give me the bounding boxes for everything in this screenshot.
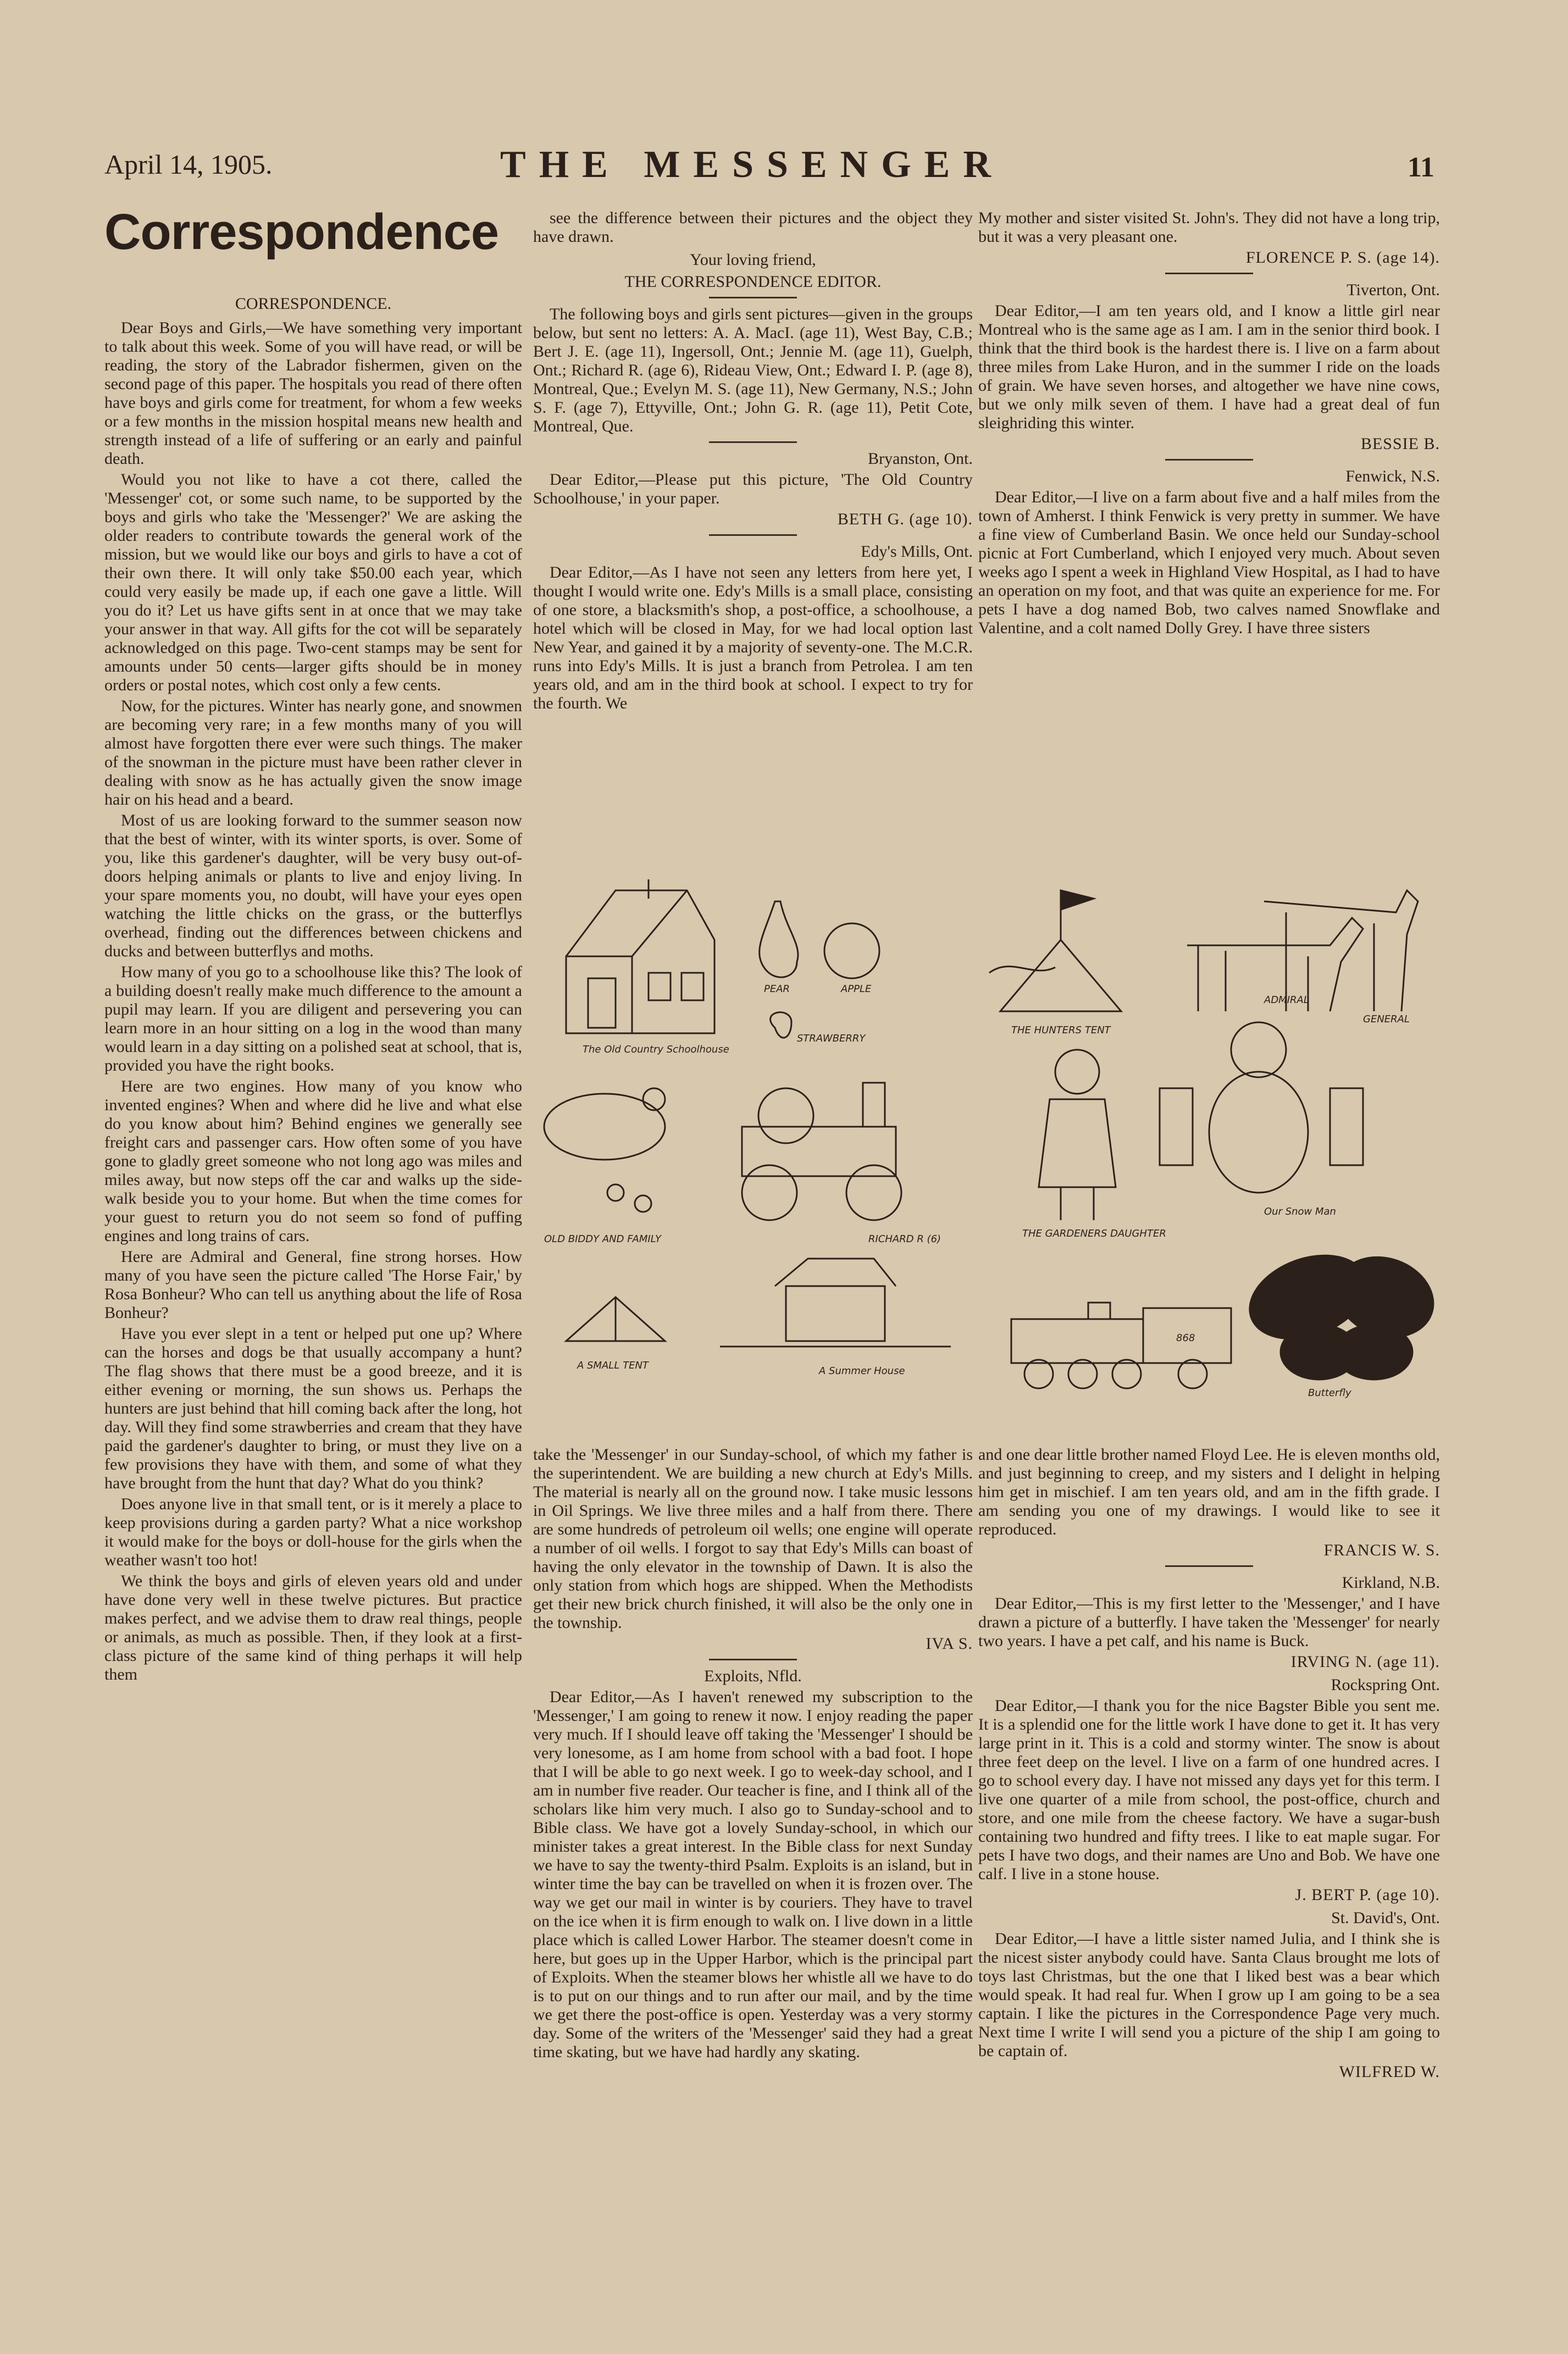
snowman-drawing	[1160, 1022, 1363, 1193]
paragraph: How many of you go to a schoolhouse like this? The look of a building doesn't really make much difference to the amount a pupil may learn. If you are diligent and persevering you can learn more in an hour sitting on a log in the wood than many would learn in a day sitting on a polished seat at school, that is, provided you have the right books.	[104, 963, 522, 1074]
gardeners-daughter-label: THE GARDENERS DAUGHTER	[1022, 1228, 1166, 1239]
paragraph: Now, for the pictures. Winter has nearly gone, and snowmen are becoming very rare; in a few months many of you will almost have forgotten there ever were such things. The maker of the snowman in the picture must have been rather clever in dealing with snow as he has actually given the snow image hair on his head and a beard.	[104, 697, 522, 808]
letter-signature: BETH G. (age 10).	[837, 510, 973, 528]
masthead-title: THE MESSENGER	[500, 143, 1004, 186]
letter-place: Rockspring Ont.	[1331, 1676, 1440, 1694]
schoolhouse-drawing	[566, 879, 714, 1033]
paragraph: Dear Boys and Girls,—We have something very important to talk about this week. Some of you will have read, or will be reading, the story of the Labrador fishermen, given on the second page of this paper. The hospitals you read of there often have boys and girls come for treatment, for whom a few weeks or a few months in the mission hospital means new health and strength instead of a life of suffering or an early and painful death.	[104, 319, 522, 468]
paragraph: Here are two engines. How many of you know who invented engines? When and where did he live and what else do you know about him? Behind engines we generally see freight cars and passenger cars. How often some of you have gone to gladly greet someone who not long ago was miles and miles away, but now steps off the car and walks up the side-walk beside you to your home. But when the time comes for your guest to return you do not seem so fond of puffing engines and long trains of cars.	[104, 1077, 522, 1245]
pear-label: PEAR	[764, 983, 790, 995]
admiral-label: ADMIRAL	[1264, 994, 1309, 1006]
gardeners-daughter-drawing	[1039, 1050, 1116, 1220]
locomotive-drawing	[1011, 1303, 1231, 1388]
column-3	[978, 209, 1440, 640]
drawings-illustration-left	[533, 868, 973, 1440]
paragraph: Most of us are looking forward to the summer season now that the best of winter, with its winter sports, is over. Some of you, like this gardener's daughter, will be very busy out-of-doors helping animals or plants to live and enjoy living. In your spare moments you, no doubt, will have your eyes open watching the little chicks on the grass, or the butterflys overhead, finding out the differences between chickens and ducks and between butterflys and moths.	[104, 811, 522, 960]
tent-label: A SMALL TENT	[577, 1360, 649, 1371]
issue-date: April 14, 1905.	[104, 149, 273, 180]
letter-body: Dear Editor,—I am ten years old, and I know a little girl near Montreal who is the same age as I am. I am in the senior third book. I think that the third book is the hardest there is. I live on a farm about three miles from Lake Huron, and in the summer I ride on the loads of grain. We have seven horses, and altogether we have nine cows, but we only milk seven of them. I have had a great deal of fun sleighriding this winter.	[978, 302, 1440, 432]
paragraph: We think the boys and girls of eleven years old and under have done very well in these twelve pictures. But practice makes perfect, and we advise them to draw real things, people or animals, as much as possible. Then, if they look at a first-class picture of the same kind of thing perhaps it will help them	[104, 1572, 522, 1683]
hunters-tent-drawing	[989, 890, 1121, 1011]
column-3-continued	[978, 1445, 1440, 2085]
letter-body: Dear Editor,—I thank you for the nice Bagster Bible you sent me. It is a splendid one for the little work I have done to get it. It has very large print in it. This is a cold and stormy winter. The snow is about three feet deep on the level. I live on a farm of one hundred acres. I go to school every day. I have not missed any days yet for this term. I live one quarter of a mile from school, the post-office, church and store, and one mile from the cheese factory. We have a sugar-bush containing two hundred and fifty trees. I like to eat maple sugar. For pets I have two dogs, and their names are Uno and Bob. We have one calf. I live in a stone house.	[978, 1697, 1440, 1883]
strawberry-label: STRAWBERRY	[797, 1033, 866, 1044]
contributors-list: The following boys and girls sent pictures—given in the groups below, but sent no letters: A. A. MacI. (age 11), West Bay, C.B.; Bert J. E. (age 11), Ingersoll, Ont.; Jennie M. (age 11), Guelph, Ont.; Richard R. (age 6), Rideau View, Ont.; Edward I. P. (age 8), Montreal, Que.; Evelyn M. S. (age 11), New Germany, N.S.; John S. F. (age 7), Ettyville, Ont.; John G. R. (age 11), Petit Cote, Montreal, Que.	[533, 305, 973, 435]
letter-body: Dear Editor,—As I haven't renewed my subscription to the 'Messenger,' I am going to renew it now. I enjoy reading the paper very much. If I should leave off taking the 'Messenger' I should be very lonesome, as I am home from school with a bad foot. I hope that I will be able to go next week. I go to week-day school, and I am in number five reader. Our teacher is fine, and I think all of the scholars like him very much. I also go to Sunday-school and to Bible class. We have got a lovely Sunday-school, in which our minister takes a great interest. In the Bible class for next Sunday we have to say the twenty-third Psalm. Exploits is an island, but in winter time the bay can be travelled on when it is frozen over. The way we get our mail in winter is by couriers. They have to travel on the ice when it is firm enough to walk on. I live down in a little place which is called Lower Harbor. The steamer doesn't come in here, but goes up in the Upper Harbor, which is the principal part of Exploits. When the steamer blows her whistle all we have to do is to put on our things and to run after our mail, and by the time we get there the post-office is open. Yesterday was a very stormy day. Some of the writers of the 'Messenger' said they had a great time skating, but we have had hardly any skating.	[533, 1688, 973, 2061]
butterfly-label: Butterfly	[1308, 1387, 1351, 1399]
snowman-label: Our Snow Man	[1264, 1206, 1336, 1217]
letter-body: Dear Editor,—Please put this picture, 'The Old Country Schoolhouse,' in your paper.	[533, 470, 973, 507]
letter-place: Bryanston, Ont.	[868, 450, 973, 468]
letter-body: Dear Editor,—As I have not seen any letters from here yet, I thought I would write one. Edy's Mills is a small place, consisting of one store, a blacksmith's shop, a post-office, a schoolhouse, a hotel which will be closed in May, for we had local option last New Year, and gained it by a majority of seventy-one. The M.C.R. runs into Edy's Mills. It is just a branch from Petrolea. I am ten years old, and am in the third book at school. I expect to try for the fourth. We	[533, 563, 973, 712]
letter-place: Tiverton, Ont.	[1347, 281, 1440, 299]
engine-artist-label: RICHARD R (6)	[868, 1233, 941, 1245]
letter-signature: WILFRED W.	[1339, 2063, 1440, 2081]
column-2-continued	[533, 1445, 973, 2064]
column-heading: CORRESPONDENCE.	[235, 295, 392, 313]
strawberry-drawing	[771, 1012, 791, 1038]
letter-place: St. David's, Ont.	[1331, 1909, 1440, 1927]
letter-body: Dear Editor,—This is my first letter to the 'Messenger,' and I have drawn a picture of a butterfly. I have taken the 'Messenger' for nearly two years. I have a pet calf, and his name is Buck.	[978, 1594, 1440, 1650]
column-2	[533, 209, 973, 715]
closing: Your loving friend,	[690, 251, 816, 269]
letter-signature: FRANCIS W. S.	[1323, 1541, 1440, 1559]
letter-place: Fenwick, N.S.	[1345, 467, 1440, 485]
letter-signature: IVA S.	[926, 1635, 973, 1653]
pear-drawing	[760, 901, 798, 977]
apple-label: APPLE	[841, 983, 872, 995]
newspaper-page	[71, 126, 1440, 2270]
separator	[709, 1659, 797, 1660]
editor-signature: THE CORRESPONDENCE EDITOR.	[624, 273, 882, 291]
general-label: GENERAL	[1363, 1013, 1410, 1025]
separator	[709, 441, 797, 443]
separator	[709, 534, 797, 536]
schoolhouse-label: The Old Country Schoolhouse	[583, 1044, 729, 1055]
letter-body: take the 'Messenger' in our Sunday-school, of which my father is the superintendent. We are building a new church at Edy's Mills. The material is nearly all on the ground now. I take music lessons in Oil Springs. We live three miles and a half from there. There are some hundreds of petroleum oil wells; one engine will operate a number of oil wells. I forgot to say that Edy's Mills can boast of having the only elevator in the township of Dawn. It is also the only station from which hogs are shipped. When the Methodists get their new brick church finished, it will also be the only one in the township.	[533, 1445, 973, 1632]
letter-place: Exploits, Nfld.	[704, 1667, 802, 1685]
children-drawings-right	[978, 868, 1440, 1440]
separator	[1165, 1565, 1253, 1567]
paragraph: Would you not like to have a cot there, called the 'Messenger' cot, or some such name, to be supported by the boys and girls who take the 'Messenger?' We are asking the older readers to contribute towards the general work of the mission, but we would like our boys and girls to have a cot of their own there. It will only take $50.00 each year, which could very easily be made up, if each one gave a little. Will you do it? Let us have gifts sent in at once that we may take your answer in that way. All gifts for the cot will be separately acknowledged on this page. Two-cent stamps may be sent for amounts under 50 cents—larger gifts should be in money orders or postal notes, which cost only a few cents.	[104, 470, 522, 694]
letter-body: My mother and sister visited St. John's. They did not have a long trip, but it was a very pleasant one.	[978, 209, 1440, 246]
letter-signature: J. BERT P. (age 10).	[1295, 1886, 1440, 1904]
hunters-tent-label: THE HUNTERS TENT	[1011, 1024, 1111, 1036]
butterfly-drawing	[1238, 1240, 1440, 1380]
letter-signature: IRVING N. (age 11).	[1290, 1653, 1440, 1671]
separator	[1165, 273, 1253, 274]
hen-label: OLD BIDDY AND FAMILY	[544, 1233, 661, 1245]
apple-drawing	[824, 923, 879, 978]
letter-body: and one dear little brother named Floyd Lee. He is eleven months old, and just beginning to creep, and my sisters and I delight in helping him get in mischief. I am ten years old, and am in the fifth grade. I am sending you one of my drawings. I would like to see it reproduced.	[978, 1445, 1440, 1538]
drawings-illustration-right	[978, 868, 1440, 1440]
paragraph: see the difference between their pictures and the object they have drawn.	[533, 209, 973, 246]
letter-place: Kirkland, N.B.	[1342, 1574, 1440, 1592]
letter-place: Edy's Mills, Ont.	[861, 542, 973, 561]
letter-signature: FLORENCE P. S. (age 14).	[1245, 248, 1440, 267]
paragraph: Have you ever slept in a tent or helped put one up? Where can the horses and dogs be that usually accompany a hunt? The flag shows that there must be a good breeze, and it is either evening or morning, the sun shows us. Perhaps the hunters are just behind that hill coming back after the long, hot day. Will they find some strawberries and cream that they have paid the gardener's daughter to bring, or must they live on a few provisions they have with them, and some of what they have brought from the hunt that day? What do you think?	[104, 1325, 522, 1492]
column-1	[104, 291, 522, 1686]
small-tent-drawing	[566, 1297, 665, 1341]
separator	[709, 297, 797, 298]
paragraph: Here are Admiral and General, fine strong horses. How many of you have seen the picture called 'The Horse Fair,' by Rosa Bonheur? Who can tell us anything about the life of Rosa Bonheur?	[104, 1248, 522, 1322]
horses-drawing	[1187, 890, 1418, 1011]
summer-house-drawing	[720, 1259, 951, 1347]
steam-engine-drawing	[742, 1083, 901, 1220]
page-number: 11	[1407, 152, 1434, 183]
hen-drawing	[544, 1088, 665, 1212]
letter-body: Dear Editor,—I have a little sister named Julia, and I think she is the nicest sister anybody could have. Santa Claus brought me lots of toys last Christmas, but the one that I liked best was a bear which would speak. It had real fur. When I grow up I am going to be a sea captain. I like the pictures in the Correspondence Page very much. Next time I write I will send you a picture of the ship I am going to be captain of.	[978, 1930, 1440, 2060]
section-title: Correspondence	[104, 204, 499, 260]
separator	[1165, 459, 1253, 461]
paragraph: Does anyone live in that small tent, or is it merely a place to keep provisions during a garden party? What a nice workshop it would make for the boys or doll-house for the girls when the weather wasn't too hot!	[104, 1495, 522, 1569]
engine-number-label: 868	[1176, 1332, 1195, 1344]
letter-signature: BESSIE B.	[1360, 435, 1440, 453]
children-drawings-left	[533, 868, 973, 1440]
letter-body: Dear Editor,—I live on a farm about five and a half miles from the town of Amherst. I think Fenwick is very pretty in summer. We have a fine view of Cumberland Basin. We once held our Sunday-school picnic at Fort Cumberland, which I enjoyed very much. About seven weeks ago I spent a week in Highland View Hospital, as I had to have an operation on my foot, and that was quite an experience for me. For pets I have a dog named Bob, two calves named Snowflake and Valentine, and a colt named Dolly Grey. I have three sisters	[978, 488, 1440, 637]
summer-house-label: A Summer House	[819, 1365, 905, 1377]
